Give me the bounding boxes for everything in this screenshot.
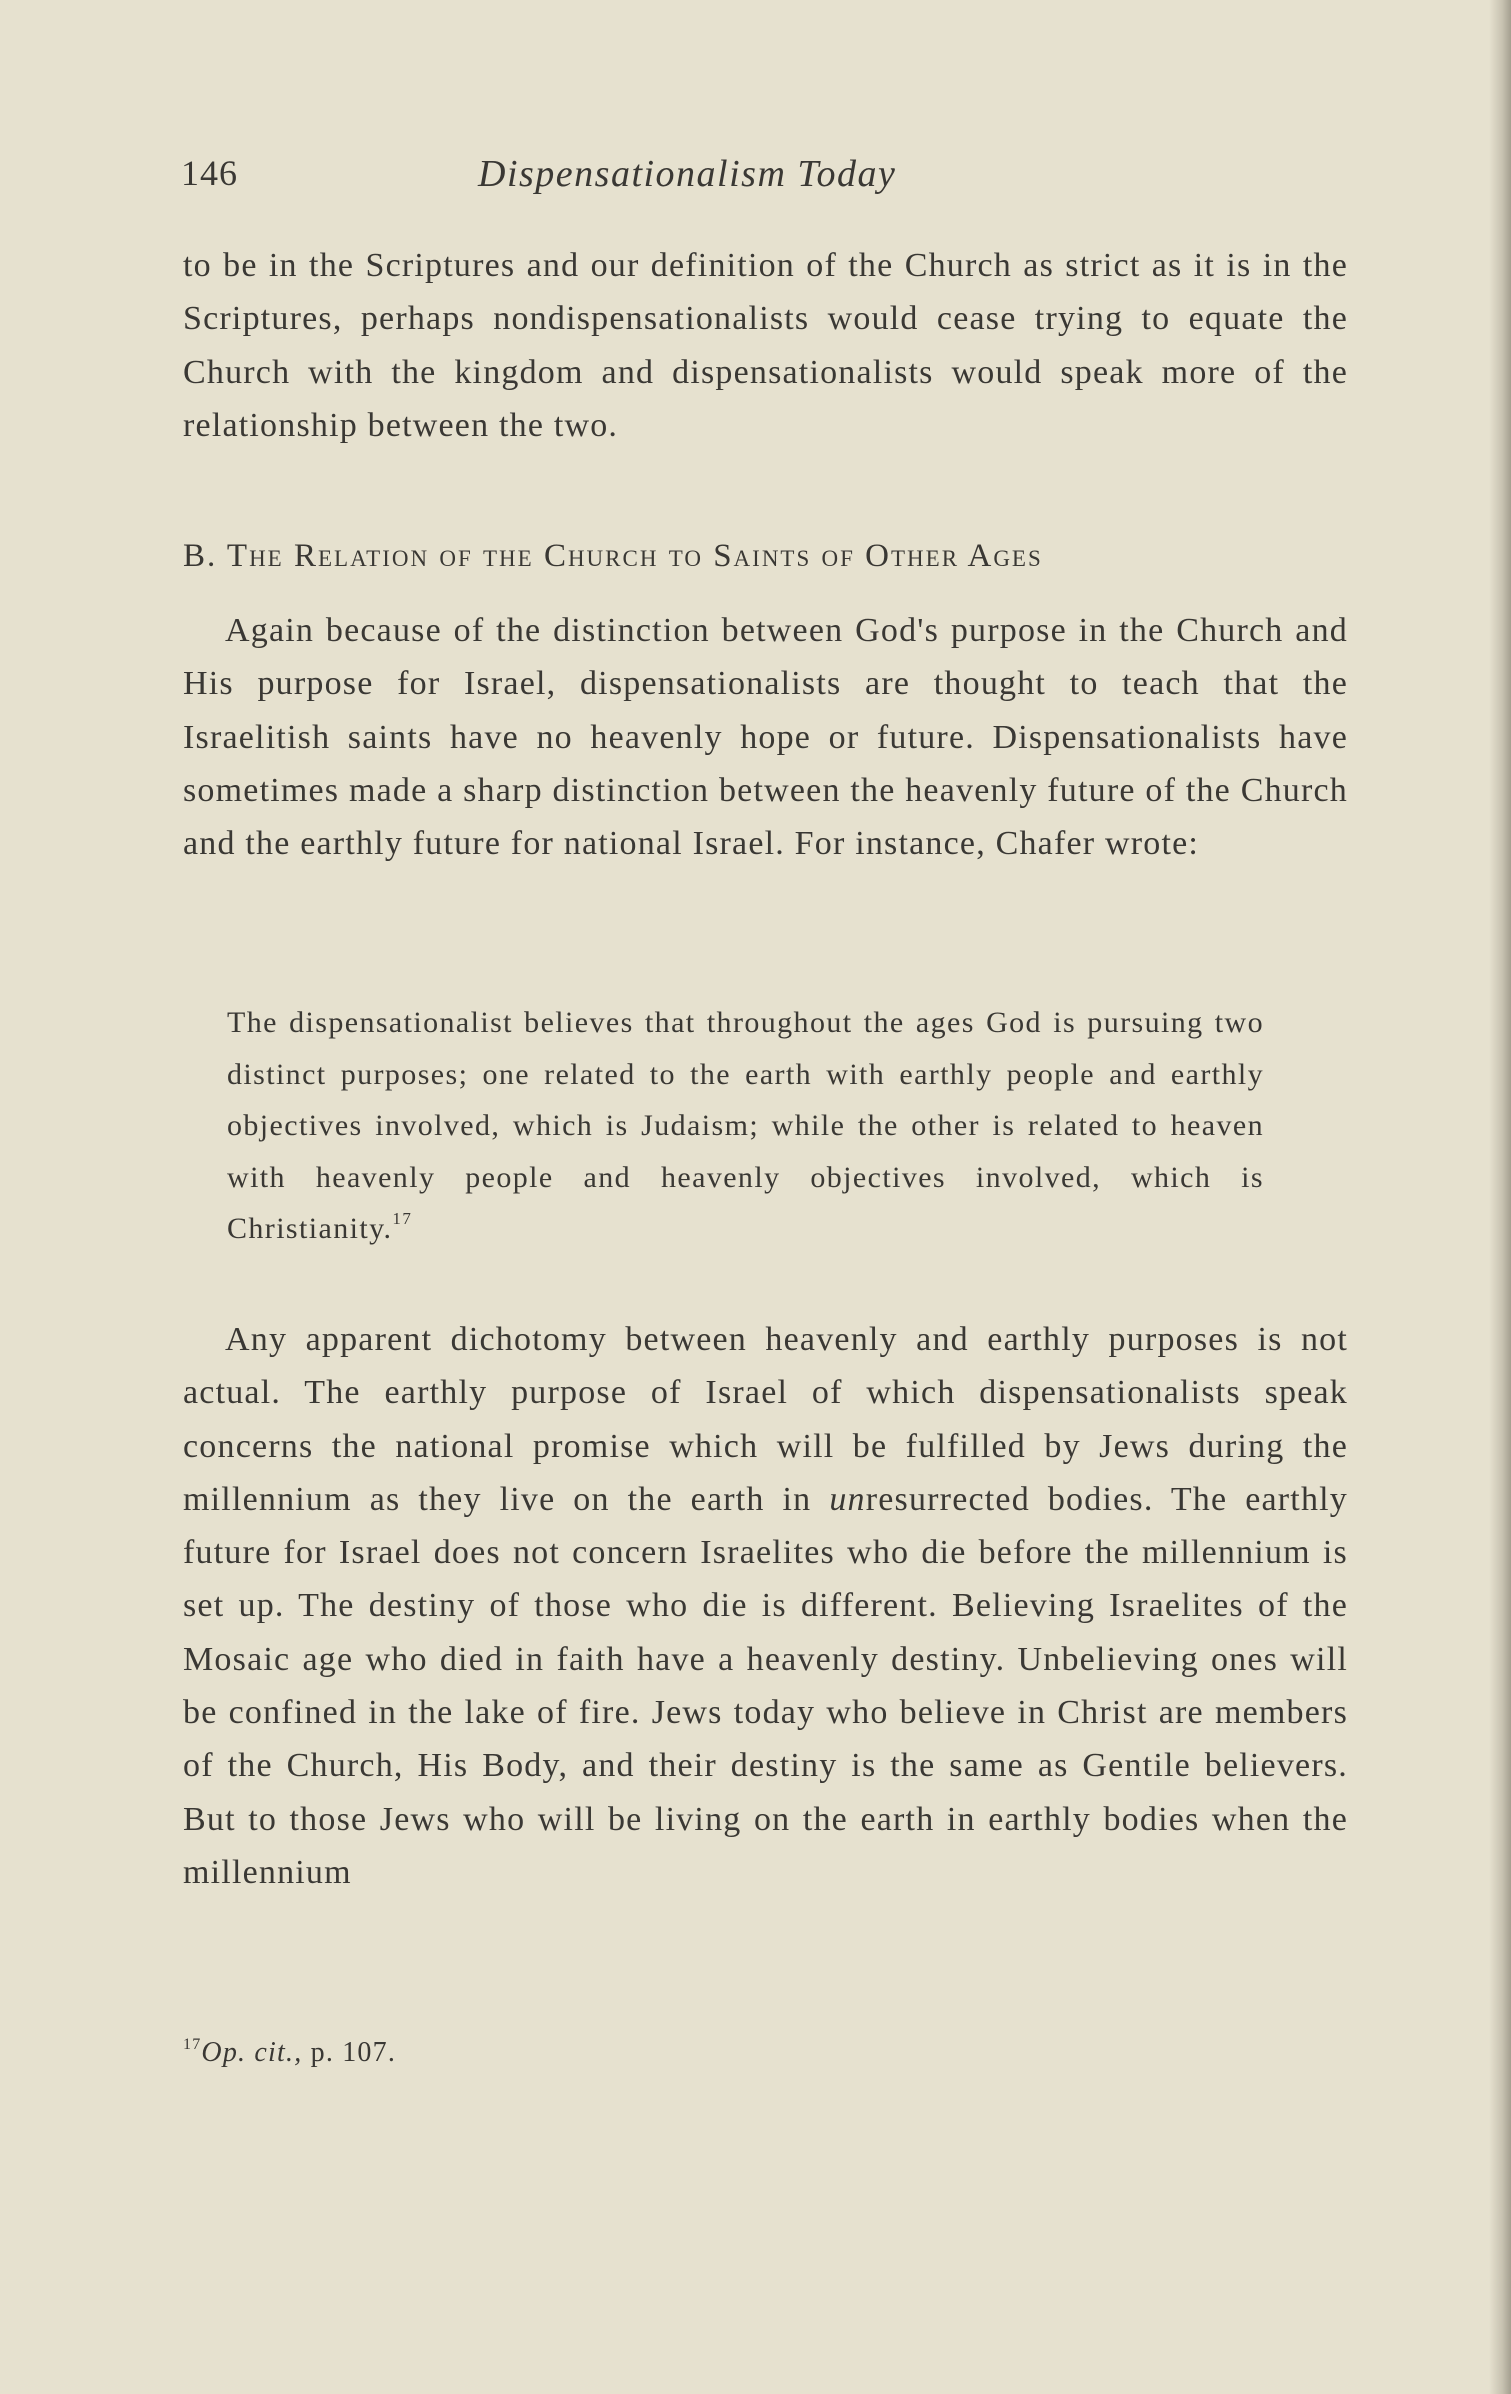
paragraph-3-text <box>183 1313 1348 1899</box>
running-head: Dispensationalism Today <box>478 153 897 195</box>
block-quote-text: The dispensationalist believes that throughout the ages God is pursuing two distinct purposes; one related to the earth with earthly people and earthly objectives involved, which is Judaism; while the other is related to heaven with heavenly people and heavenly objectives involved, which is Christianity. <box>227 1006 1264 1245</box>
page-header <box>181 152 1001 212</box>
page-number: 146 <box>181 153 238 193</box>
paragraph-3 <box>183 1313 1348 1899</box>
footnote <box>183 2037 396 2069</box>
paragraph-continued <box>183 239 1348 452</box>
footnote-page: p. 107. <box>302 2037 397 2068</box>
section-heading: B. The Relation of the Church to Saints of Other Ages <box>183 538 1043 574</box>
paragraph-3-part-1: Any apparent dichotomy between heavenly and earthly purposes is not actual. The earthly purpose of Israel of which dispensationalists speak concerns the national promise which will be fulfilled by Jews during the millennium as they live on the earth in <box>183 1321 1348 1518</box>
paragraph-2-text: Again because of the distinction between God's purpose in the Church and His purpose for Israel, dispensationalists are thought to teach that the Israelitish saints have no heavenly hope or future. Dispensationalists have sometimes made a sharp distinction between the heavenly future of the Church and the earthly future for national Israel. For instance, Chafer wrote: <box>183 612 1348 863</box>
page-edge-shadow <box>1489 0 1511 2394</box>
footnote-reference: 17 <box>392 1209 413 1228</box>
paragraph-2 <box>183 604 1348 870</box>
paragraph-3-part-2: resurrected bodies. The earthly future for Israel does not concern Israelites who die before the millennium is set up. The destiny of those who die is different. Believing Israelites of the Mosaic age who died in faith have a heavenly destiny. Unbelieving ones will be confined in the lake of fire. Jews today who believe in Christ are members of the Church, His Body, and their destiny is the same as Gentile believers. But to those Jews who will be living on the earth in earthly bodies when the millennium <box>183 1480 1348 1891</box>
paragraph-1-text: to be in the Scriptures and our definition of the Church as strict as it is in the Scriptures, perhaps nondispensationalists would cease trying to equate the Church with the kingdom and dispensationalists would speak more of the relationship between the two. <box>183 247 1348 444</box>
footnote-number: 17 <box>183 2036 202 2053</box>
footnote-citation: Op. cit., <box>201 2037 303 2068</box>
italic-prefix: un <box>829 1480 866 1518</box>
block-quote <box>227 997 1264 1255</box>
